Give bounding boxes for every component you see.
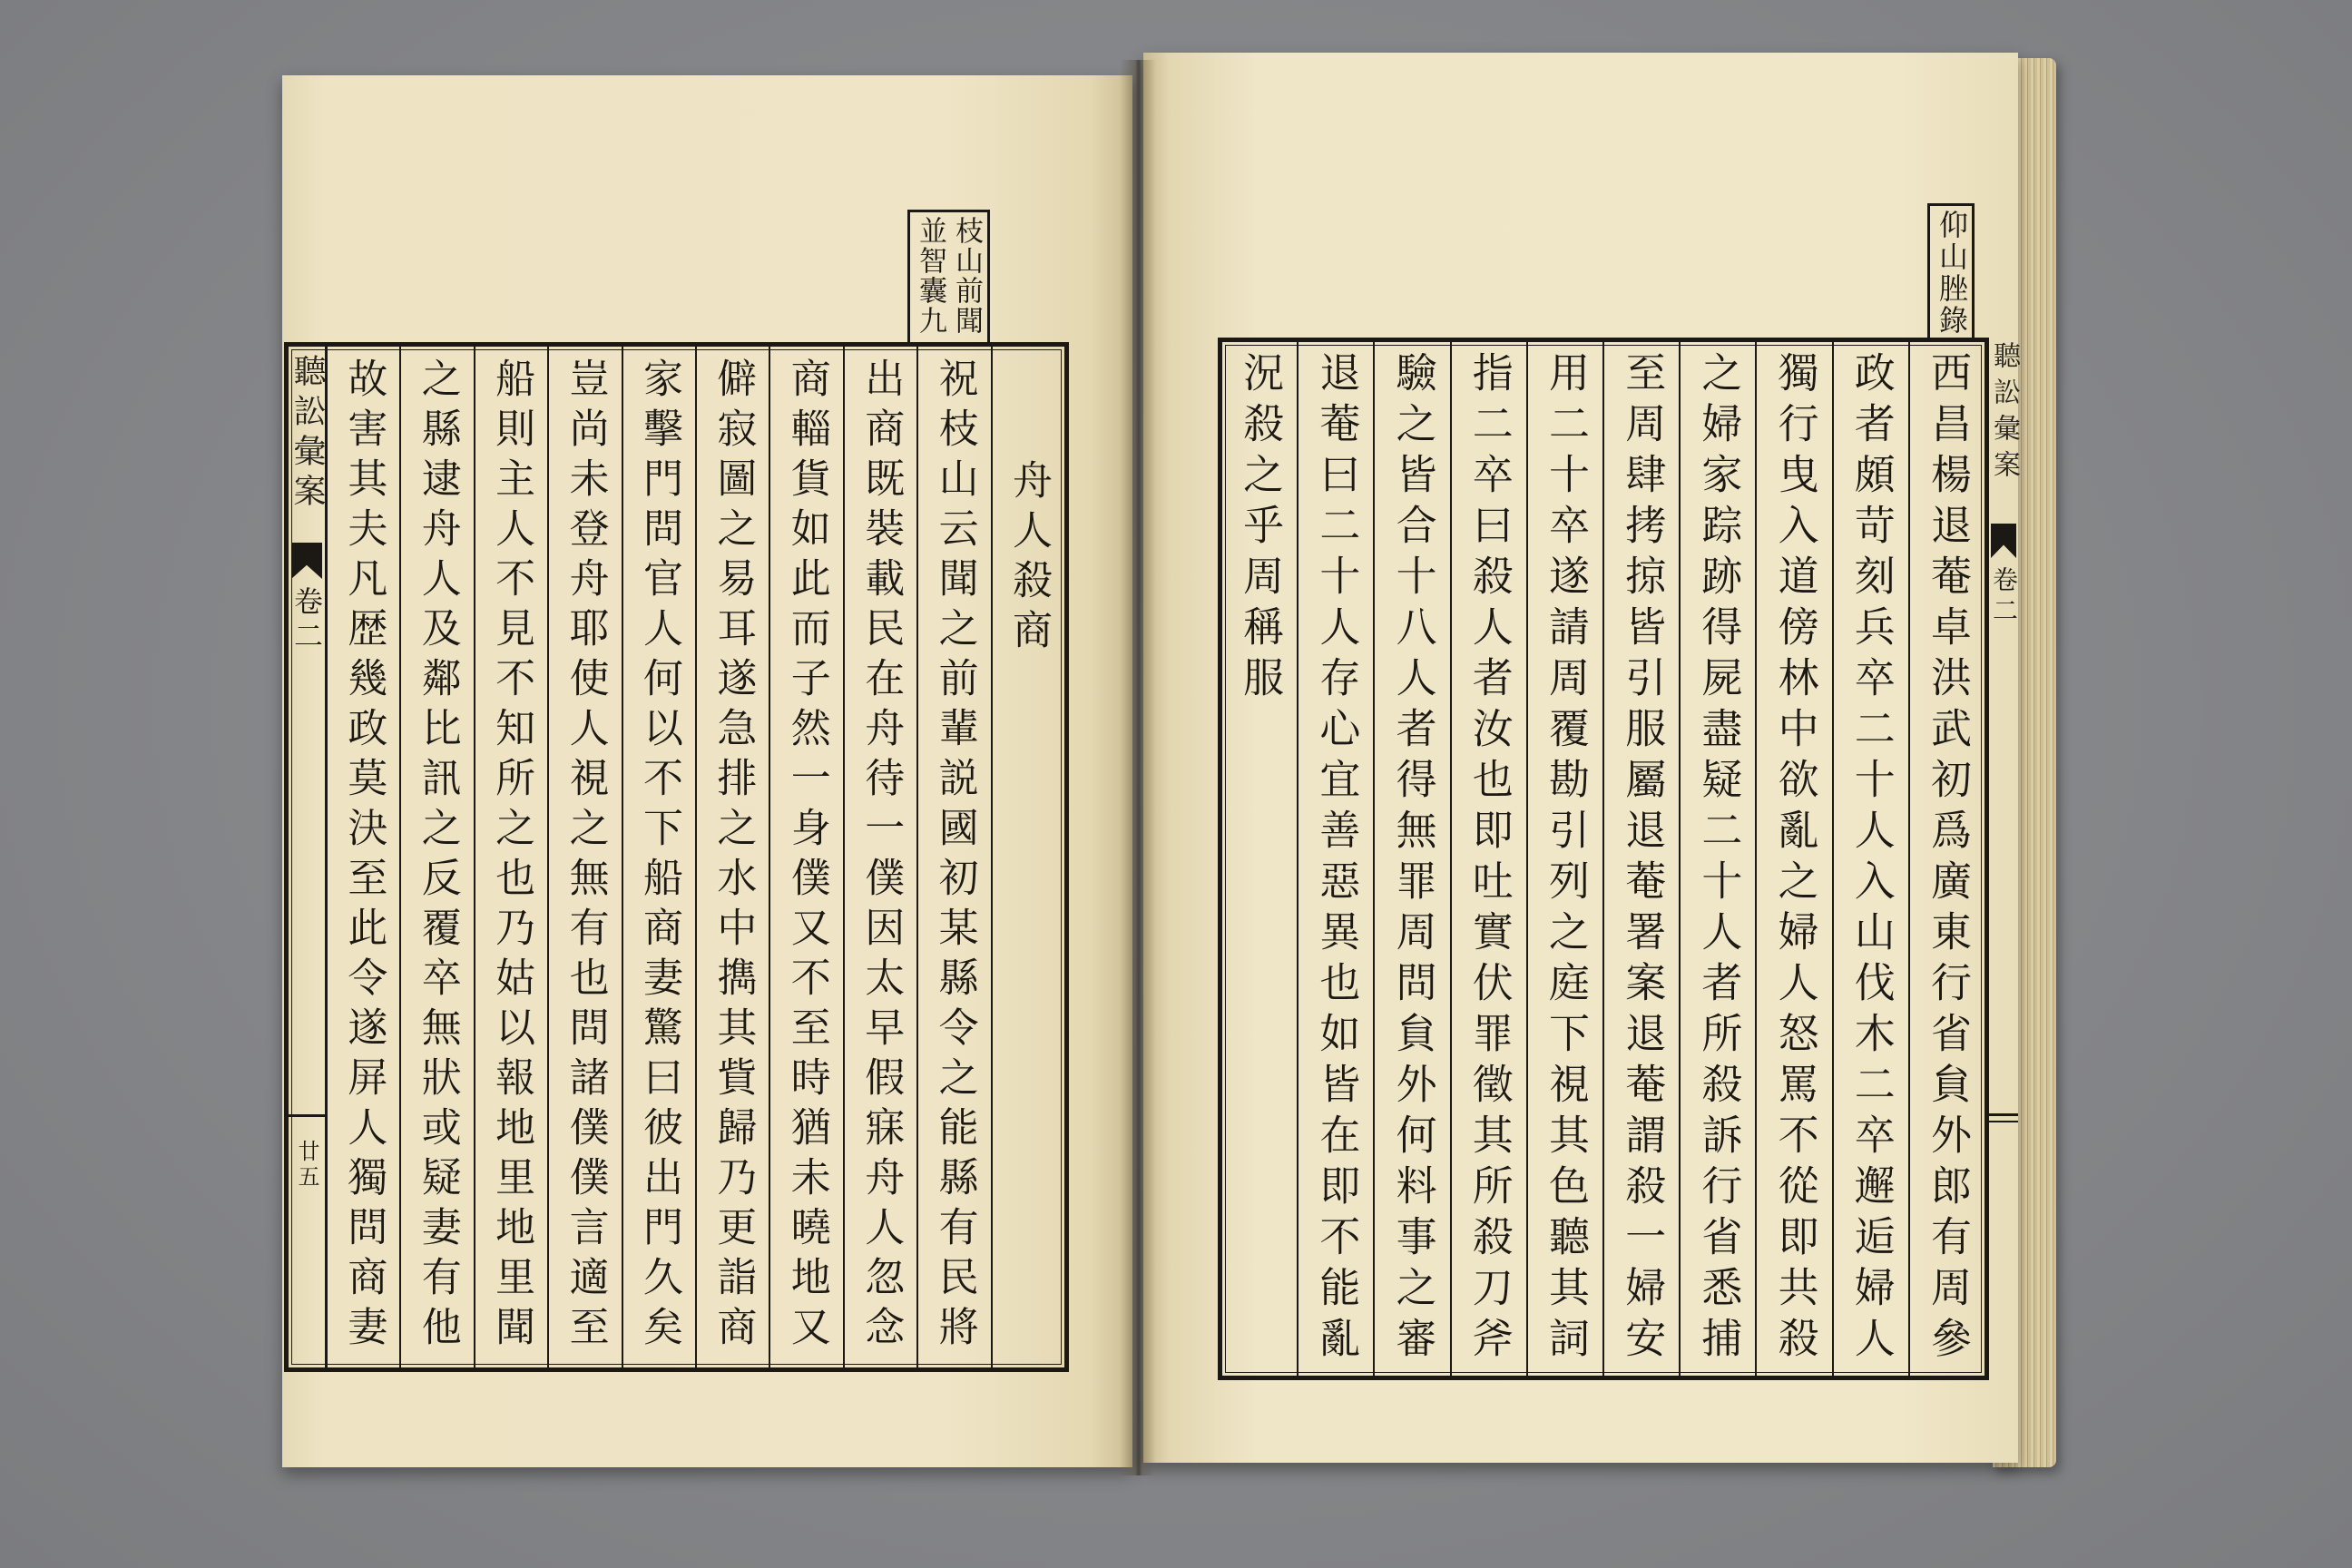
text-column: 之縣逮舟人及鄰比訊之反覆卒無狀或疑妻有他 bbox=[399, 347, 473, 1367]
margin-rule bbox=[289, 1114, 325, 1117]
header-source-line: 枝山前聞 bbox=[950, 216, 983, 336]
left-header-box bbox=[907, 210, 990, 342]
text-column: 家擊門問官人何以不下船商妻驚曰彼出門久矣 bbox=[622, 347, 695, 1367]
fishtail-mark bbox=[291, 543, 322, 579]
text-column: 至周肆拷掠皆引服屬退菴署案退菴謂殺一婦安 bbox=[1602, 342, 1679, 1376]
fore-edge-margin bbox=[289, 347, 328, 1367]
fishtail-mark bbox=[1991, 524, 2016, 558]
book-title: 聽訟彙案 bbox=[289, 354, 326, 514]
text-column: 僻寂圖之易耳遂急排之水中擕其貲歸乃更詣商 bbox=[695, 347, 769, 1367]
margin-rule bbox=[1989, 1121, 2018, 1122]
text-column: 出商既裝載民在舟待一僕因太早假寐舟人忽念 bbox=[843, 347, 916, 1367]
margin-rule bbox=[1989, 1113, 2018, 1116]
text-column: 用二十卒遂請周覆勘引列之庭下視其色聽其詞 bbox=[1526, 342, 1602, 1376]
text-column: 船則主人不見不知所之也乃姑以報地里地里聞 bbox=[474, 347, 547, 1367]
right-text-frame bbox=[1218, 338, 1989, 1380]
text-column: 之婦家踪跡得屍盡疑二十人者所殺訴行省悉捕 bbox=[1679, 342, 1755, 1376]
text-column: 政者頗苛刻兵卒二十人入山伐木二卒邂逅婦人 bbox=[1832, 342, 1908, 1376]
left-text-frame bbox=[284, 342, 1069, 1372]
text-column: 獨行曳入道傍林中欲亂之婦人怒罵不從即共殺 bbox=[1755, 342, 1831, 1376]
volume-label: 卷二 bbox=[289, 586, 324, 655]
volume-label: 卷二 bbox=[1989, 566, 2019, 628]
text-column: 故害其夫凡歴幾政莫決至此令遂屏人獨問商妻 bbox=[340, 358, 387, 1356]
text-columns bbox=[328, 347, 1064, 1367]
text-column: 西昌楊退菴卓洪武初爲廣東行省貟外郎有周參 bbox=[1908, 342, 1984, 1376]
text-columns bbox=[1222, 342, 1984, 1376]
right-page bbox=[1143, 53, 2018, 1463]
text-column: 豈尚未登舟耶使人視之無有也問諸僕僕言適至 bbox=[547, 347, 621, 1367]
right-header-box: 仰山脞錄 bbox=[1927, 203, 1975, 338]
fore-edge-margin bbox=[1989, 338, 2018, 1380]
folio-number: 廿五 bbox=[294, 1140, 319, 1191]
text-column: 商輜貨如此而子然一身僕又不至時猶未曉地又 bbox=[769, 347, 842, 1367]
header-source-line: 並智囊九 bbox=[914, 216, 946, 336]
text-column: 指二卒曰殺人者汝也即吐實伏罪徵其所殺刀斧 bbox=[1450, 342, 1526, 1376]
left-page bbox=[282, 75, 1132, 1467]
text-column: 況殺之乎周稱服 bbox=[1236, 351, 1285, 707]
article-title: 舟人殺商 bbox=[991, 347, 1064, 1367]
text-column: 驗之皆合十八人者得無罪周問貟外何料事之審 bbox=[1373, 342, 1449, 1376]
book-gutter-shadow bbox=[1120, 60, 1156, 1475]
book-title: 聽訟彙案 bbox=[1988, 341, 2020, 486]
text-column: 退菴曰二十人存心宜善惡異也如皆在即不能亂 bbox=[1297, 342, 1373, 1376]
text-column: 祝枝山云聞之前輩説國初某縣令之能縣有民將 bbox=[916, 347, 990, 1367]
